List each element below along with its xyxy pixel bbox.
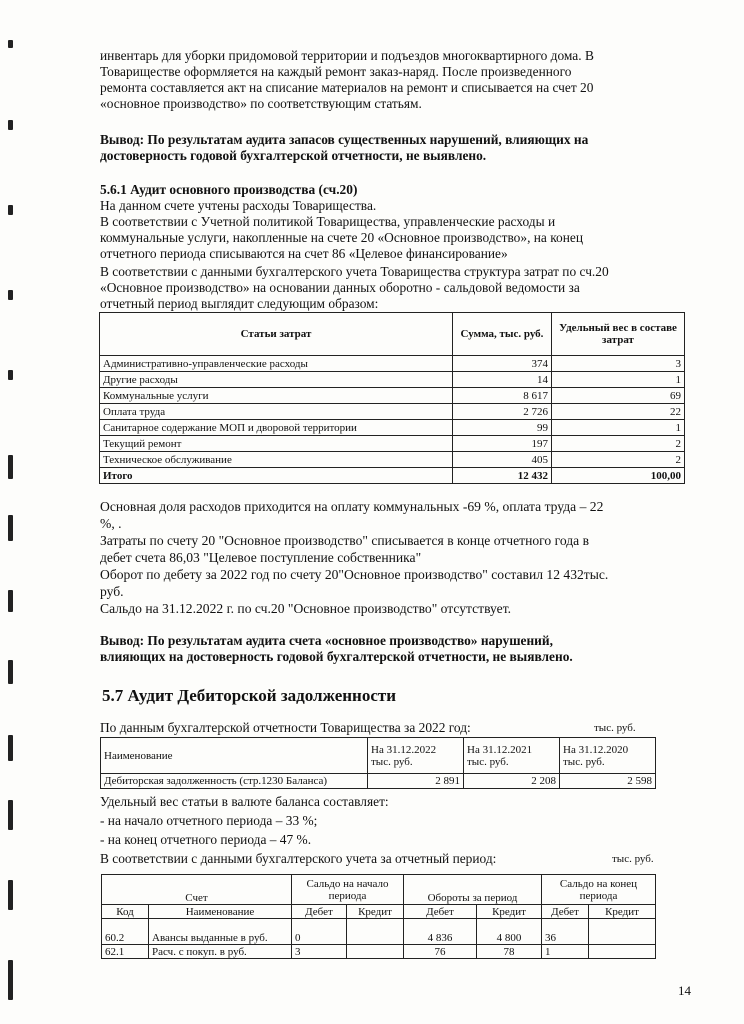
column-header: Обороты за период (404, 875, 542, 905)
conclusion-inventory (100, 132, 660, 164)
conclusion-production (100, 633, 660, 665)
column-header: Код (102, 905, 149, 919)
table-row: Текущий ремонт 197 2 (100, 436, 685, 452)
text-line: Оборот по дебету за 2022 год по счету 20"Основное производство" составил 12 432тыс. (100, 567, 609, 582)
column-header: Сальдо на конец периода (542, 875, 656, 905)
analysis-paragraph (100, 498, 660, 617)
column-header: На 31.12.2021 тыс. руб. (464, 738, 560, 774)
text-line: В соответствии с Учетной политикой Товарищества, управленческие расходы и (100, 214, 556, 229)
text-line: В соответствии с данными бухгалтерского учета Товарищества структура затрат по сч.20 (100, 264, 609, 279)
column-header: Дебет (404, 905, 477, 919)
table-row: Техническое обслуживание 405 2 (100, 452, 685, 468)
text-line: - на начало отчетного периода – 33 %; (100, 813, 318, 828)
text-line: отчетного периода списываются на счет 86 «Целевое финансирование» (100, 246, 508, 261)
column-header: Удельный вес в составе затрат (552, 313, 685, 356)
column-header: На 31.12.2022 тыс. руб. (368, 738, 464, 774)
column-header: На 31.12.2020 тыс. руб. (560, 738, 656, 774)
text-line: дебет счета 86,03 "Целевое поступление собственника" (100, 550, 422, 565)
column-header: Наименование (149, 905, 292, 919)
text-line: - на конец отчетного периода – 47 %. (100, 832, 312, 847)
receivables-balance-table (100, 737, 656, 789)
section-heading-5-6-1: 5.6.1 Аудит основного производства (сч.20) (100, 182, 358, 197)
table-row: Административно-управленческие расходы 374 3 (100, 356, 685, 372)
table-row: Другие расходы 14 1 (100, 372, 685, 388)
column-header: Сальдо на начало периода (292, 875, 404, 905)
text-line: коммунальные услуги, накопленные на счете 20 «Основное производство», на конец (100, 230, 584, 245)
text-line: Удельный вес статьи в валюте баланса составляет: (100, 794, 389, 809)
column-header: Кредит (589, 905, 656, 919)
text-line: Вывод: По результатам аудита счета «основное производство» нарушений, (100, 633, 553, 648)
column-header: Кредит (347, 905, 404, 919)
table-row: Дебиторская задолженность (стр.1230 Баланса) 2 891 2 208 2 598 (101, 774, 656, 789)
text-line: руб. (100, 584, 124, 599)
structure-paragraph (100, 264, 660, 312)
text-line: достоверность годовой бухгалтерской отчетности, не выявлено. (100, 148, 487, 163)
binder-edge (0, 0, 26, 1024)
column-header: Сумма, тыс. руб. (453, 313, 552, 356)
accounts-table (101, 874, 656, 959)
text-line: Основная доля расходов приходится на оплату коммунальных -69 %, оплата труда – 22 (100, 499, 604, 514)
cost-structure-table (99, 312, 685, 484)
share-text (100, 794, 660, 867)
text-line: В соответствии с данными бухгалтерского учета за отчетный период: (100, 851, 497, 866)
text-line: Товариществе оформляется на каждый ремонт заказ-наряд. После произведенного (100, 64, 572, 79)
text-line: Сальдо на 31.12.2022 г. по сч.20 "Основное производство" отсутствует. (100, 601, 512, 616)
section-heading-5-7: 5.7 Аудит Дебиторской задолженности (102, 686, 397, 705)
text-line: «Основное производство» на основании данных оборотно - сальдовой ведомости за (100, 280, 580, 295)
text-line: отчетный период выглядит следующим образом: (100, 296, 379, 311)
table-row: Санитарное содержание МОП и дворовой территории 99 1 (100, 420, 685, 436)
units-label: тыс. руб. (612, 853, 654, 865)
column-header: Кредит (477, 905, 542, 919)
section-intro: На данном счете учтены расходы Товарищества. (100, 198, 377, 213)
column-header: Наименование (101, 738, 368, 774)
column-header: Дебет (292, 905, 347, 919)
policy-paragraph (100, 214, 660, 262)
text-line: Вывод: По результатам аудита запасов существенных нарушений, влияющих на (100, 132, 589, 147)
table-total-row: Итого 12 432 100,00 (100, 468, 685, 484)
text-line: инвентарь для уборки придомовой территории и подъездов многоквартирного дома. В (100, 48, 594, 63)
table-row: 60.2 Авансы выданные в руб. 0 4 836 4 800 36 (102, 919, 656, 945)
units-label: тыс. руб. (594, 722, 636, 734)
intro-paragraph (100, 48, 660, 112)
table-row: Коммунальные услуги 8 617 69 (100, 388, 685, 404)
text-line: влияющих на достоверность годовой бухгалтерской отчетности, не выявлено. (100, 649, 573, 664)
column-header: Статьи затрат (100, 313, 453, 356)
page-number: 14 (678, 983, 691, 998)
text-line: Затраты по счету 20 "Основное производство" списывается в конце отчетного года в (100, 533, 590, 548)
text-line: «основное производство» по соответствующим статьям. (100, 96, 422, 111)
text-line: %, . (100, 516, 122, 531)
text-line: ремонта составляется акт на списание материалов на ремонт и списывается на счет 20 (100, 80, 594, 95)
column-header: Счет (102, 875, 292, 905)
column-header: Дебет (542, 905, 589, 919)
receivables-intro: По данным бухгалтерской отчетности Товарищества за 2022 год: (100, 720, 471, 735)
table-row: 62.1 Расч. с покуп. в руб. 3 76 78 1 (102, 945, 656, 959)
table-row: Оплата труда 2 726 22 (100, 404, 685, 420)
